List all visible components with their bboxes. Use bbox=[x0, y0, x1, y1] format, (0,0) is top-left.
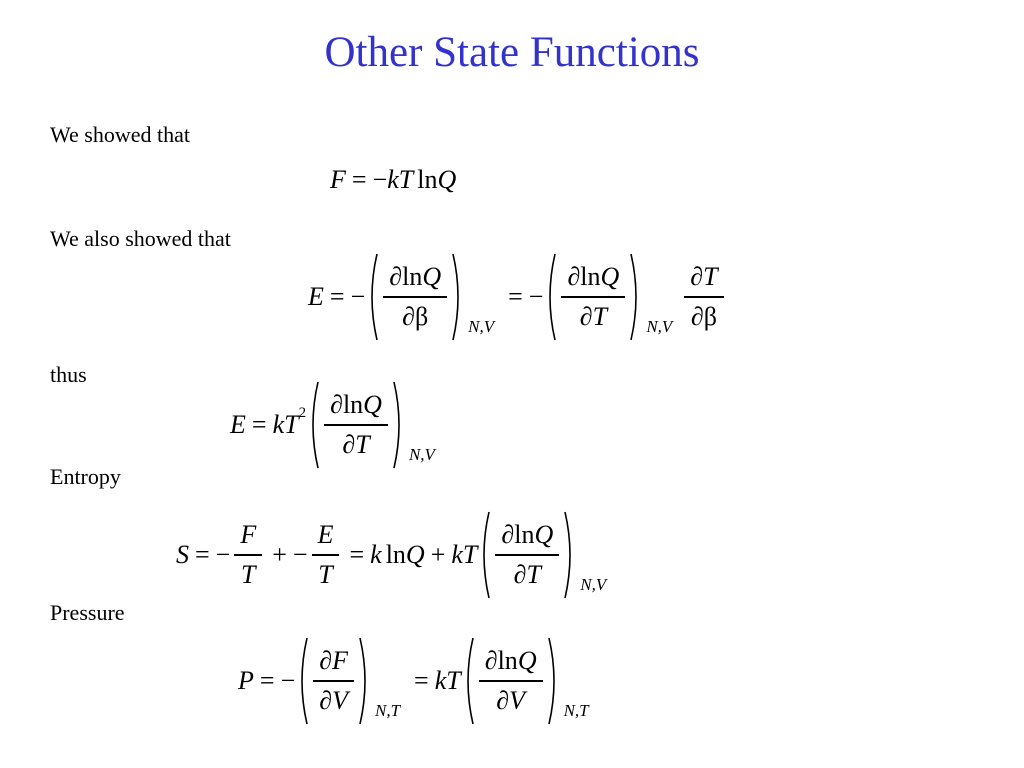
fraction: $\frac{\partial\ln Q}{\partial T}$ bbox=[561, 260, 625, 334]
label-entropy: Entropy bbox=[50, 464, 121, 489]
paren-group bbox=[461, 636, 561, 726]
equation-energy-temperature: E = k T 2 $\frac{\partial\ln Q}{\partial T}$ N,V bbox=[230, 380, 443, 470]
paren-group bbox=[477, 510, 577, 600]
equation-pressure: P = − $\frac{\partial F}{\partial V}$ N,T = k T $\frac{\partial\ln Q}{\partial V}$ N,T bbox=[238, 636, 597, 726]
fraction: $\frac{E}{T}$ bbox=[312, 518, 340, 592]
fraction: $\frac{\partial\ln Q}{\partial T}$ bbox=[495, 518, 559, 592]
paren-group bbox=[365, 252, 465, 342]
label-we-showed-that: We showed that bbox=[50, 122, 190, 147]
fraction: $\frac{\partial\ln Q}{\partial T}$ bbox=[324, 388, 388, 462]
paren-group bbox=[306, 380, 406, 470]
fraction: $\frac{\partial\ln Q}{\partial V}$ bbox=[479, 644, 543, 718]
equation-energy-beta: E = − $\frac{\partial\ln Q}{\partial\beta}$ N,V = − $\frac{\partial\ln Q}{\partial T}$ N,V $\frac{\partial T}{\partial\beta}$ bbox=[308, 252, 728, 342]
equation-helmholtz: F = − k T ln Q bbox=[330, 165, 457, 194]
paren-group bbox=[295, 636, 372, 726]
fraction: $\frac{\partial T}{\partial\beta}$ bbox=[684, 260, 723, 334]
paren-group bbox=[543, 252, 643, 342]
fraction: $\frac{\partial F}{\partial V}$ bbox=[313, 644, 354, 718]
fraction: $\frac{F}{T}$ bbox=[234, 518, 262, 592]
equation-entropy: S = − $\frac{F}{T}$ + − $\frac{E}{T}$ = k ln Q + k T $\frac{\partial\ln Q}{\partial T}$ N,V bbox=[176, 510, 614, 600]
label-thus: thus bbox=[50, 362, 87, 387]
slide-title: Other State Functions bbox=[324, 29, 700, 76]
label-pressure: Pressure bbox=[50, 600, 125, 625]
label-we-also-showed-that: We also showed that bbox=[50, 226, 231, 251]
fraction: $\frac{\partial\ln Q}{\partial\beta}$ bbox=[383, 260, 447, 334]
